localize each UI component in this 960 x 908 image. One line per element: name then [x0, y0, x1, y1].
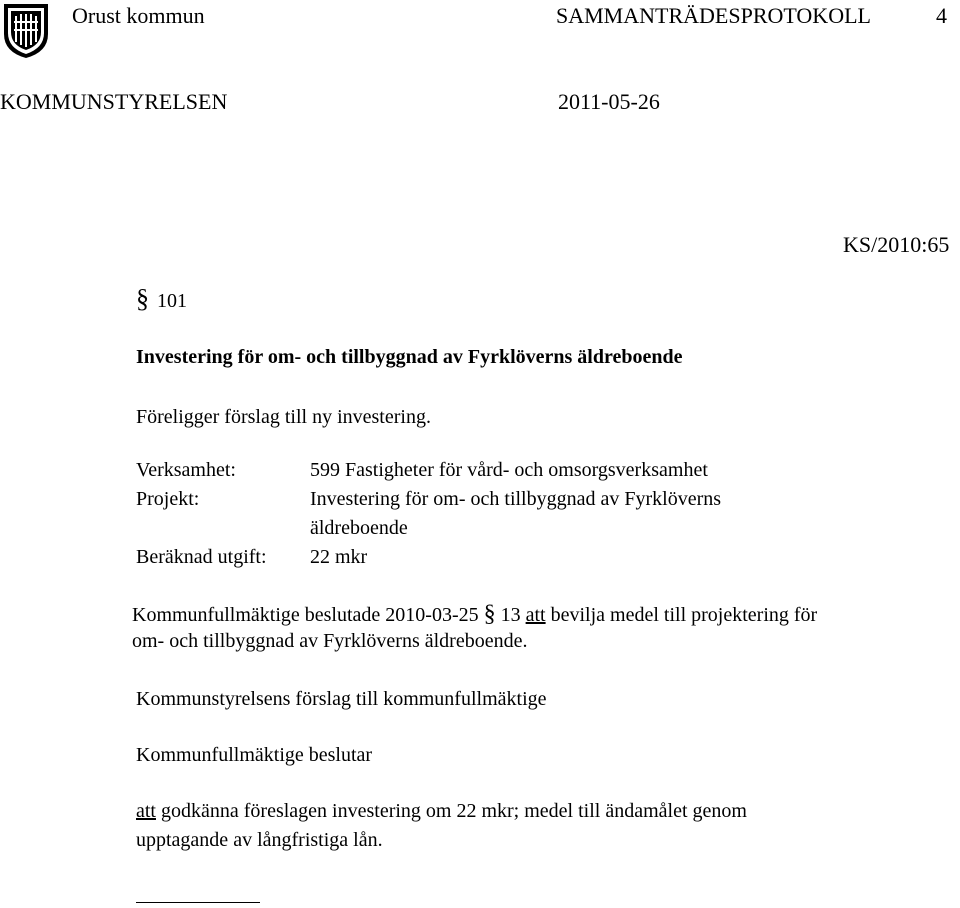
- committee-name: KOMMUNSTYRELSEN: [0, 89, 228, 114]
- section-heading: [136, 284, 187, 314]
- signature-rule: [136, 902, 260, 903]
- previous-decision-text-c: bevilja medel till projektering för: [550, 604, 818, 626]
- previous-decision-att: att: [525, 604, 546, 626]
- proposal-heading: Kommunstyrelsens förslag till kommunfullmäktige: [136, 688, 547, 710]
- detail-value-utgift: 22 mkr: [310, 546, 368, 568]
- detail-value-projekt-cont: äldreboende: [310, 517, 408, 539]
- intro-text: Föreligger förslag till ny investering.: [136, 406, 431, 428]
- detail-label-verksamhet: Verksamhet:: [136, 459, 236, 481]
- municipality-name: Orust kommun: [72, 3, 205, 28]
- decision-line1: [136, 800, 747, 823]
- municipality-logo: [0, 0, 52, 60]
- page-number: 4: [936, 3, 947, 28]
- decides-heading: Kommunfullmäktige beslutar: [136, 744, 373, 766]
- detail-value-verksamhet: 599 Fastigheter för vård- och omsorgsverksamhet: [310, 459, 708, 481]
- detail-value-projekt: Investering för om- och tillbyggnad av Fyrklöverns: [310, 488, 722, 510]
- previous-decision-text-a: Kommunfullmäktige beslutade 2010-03-25: [132, 604, 479, 626]
- previous-decision-section-symbol: §: [483, 601, 496, 627]
- previous-decision-line1: [132, 601, 817, 628]
- section-symbol: §: [136, 284, 149, 313]
- section-number: 101: [157, 290, 187, 312]
- document-type: SAMMANTRÄDESPROTOKOLL: [556, 3, 871, 28]
- decision-att: att: [136, 800, 156, 822]
- previous-decision-line2: om- och tillbyggnad av Fyrklöverns äldreboende.: [132, 630, 528, 652]
- case-number: KS/2010:65: [843, 232, 950, 257]
- decision-line2: upptagande av långfristiga lån.: [136, 829, 383, 851]
- previous-decision-section-number: 13: [500, 604, 521, 626]
- meeting-date: 2011-05-26: [558, 89, 660, 114]
- decision-text: godkänna föreslagen investering om 22 mkr; medel till ändamålet genom: [161, 800, 747, 822]
- detail-label-projekt: Projekt:: [136, 488, 200, 510]
- detail-label-utgift: Beräknad utgift:: [136, 546, 267, 568]
- item-title: Investering för om- och tillbyggnad av Fyrklöverns äldreboende: [136, 346, 683, 368]
